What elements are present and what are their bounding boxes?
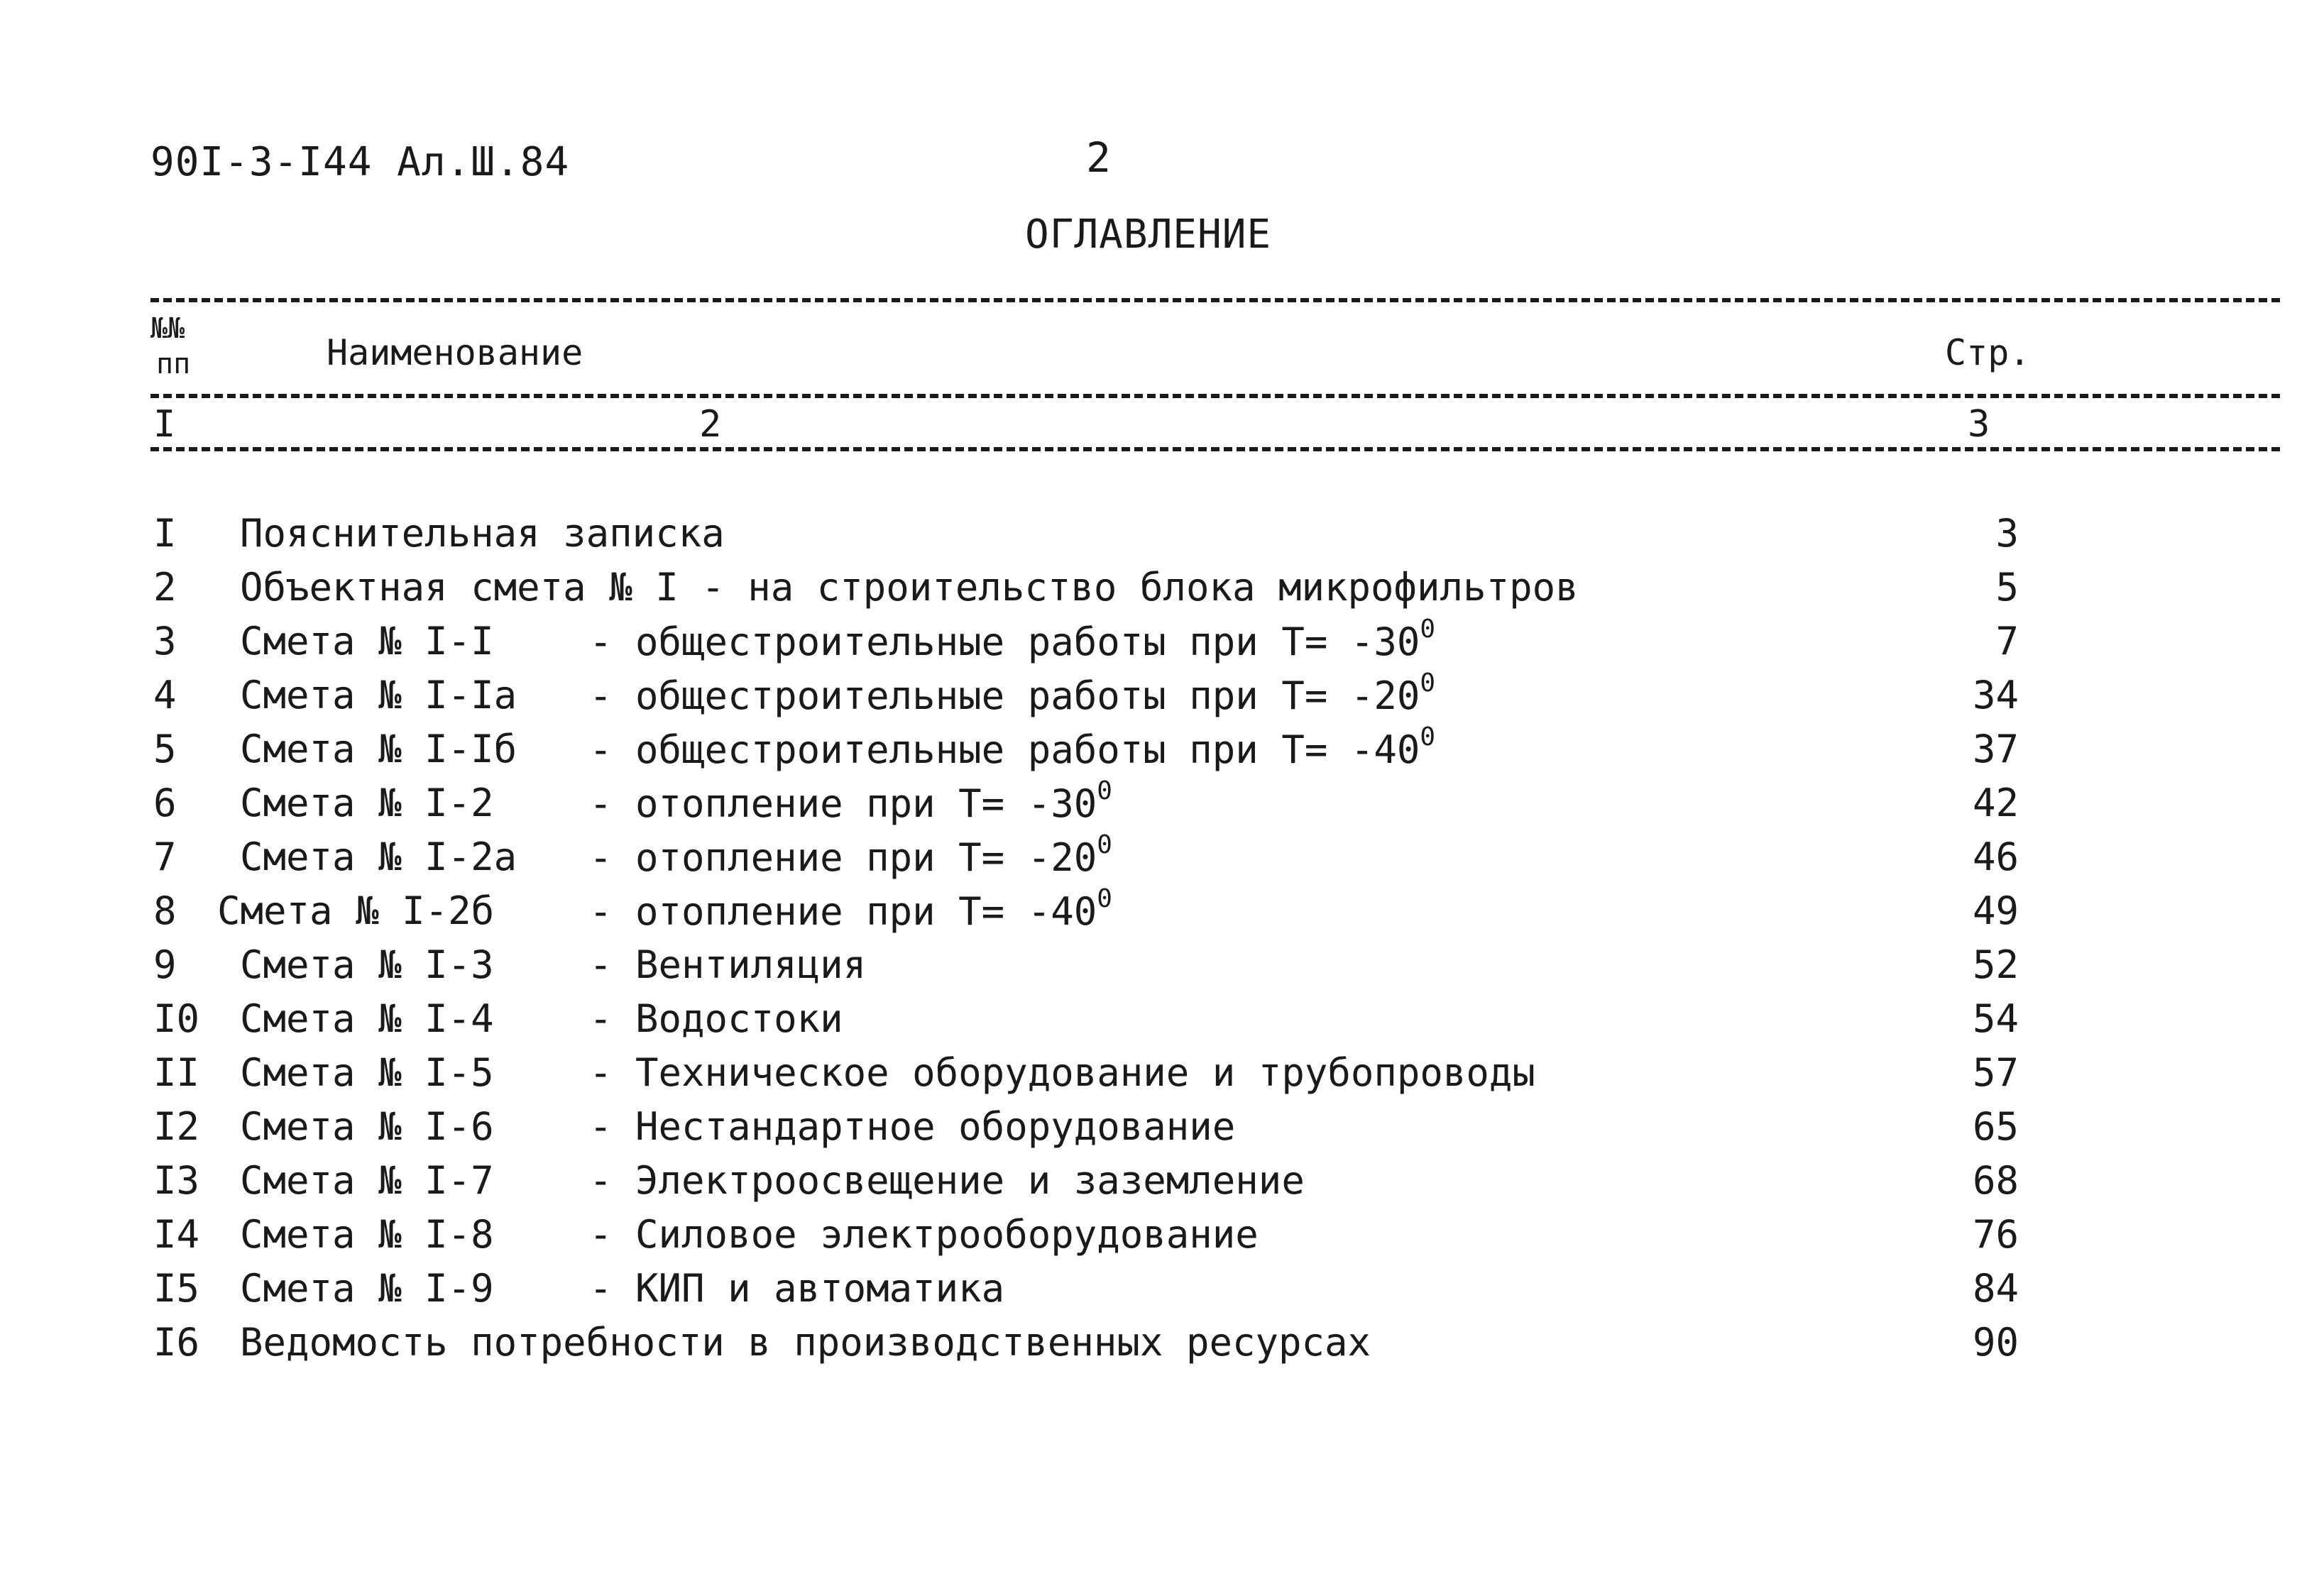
document-code: 90I-3-I44 Ал.Ш.84 xyxy=(150,139,570,185)
dashed-divider-middle xyxy=(150,394,2280,398)
toc-row xyxy=(0,1320,2324,1374)
row-description: - общестроительные работы при $T= -30^0$ xyxy=(589,615,1436,664)
degree-mark: 0 xyxy=(1420,615,1436,644)
row-page: 46 xyxy=(1972,835,2019,879)
row-page: 54 xyxy=(1972,996,2019,1041)
header-name-label: Наименование xyxy=(327,332,583,373)
row-page: 65 xyxy=(1972,1104,2019,1149)
row-number: I5 xyxy=(153,1266,200,1311)
row-title: Объектная смета № I - на строительство блока микрофильтров xyxy=(240,565,1579,610)
row-title: Смета № I-5 xyxy=(240,1050,494,1095)
degree-mark: 0 xyxy=(1420,722,1436,752)
toc-row xyxy=(0,511,2324,565)
degree-mark: 0 xyxy=(1097,884,1112,913)
toc-row xyxy=(0,565,2324,619)
dashed-divider-top xyxy=(150,298,2280,302)
row-page: 76 xyxy=(1972,1212,2019,1257)
row-number: II xyxy=(153,1050,200,1095)
toc-row xyxy=(0,942,2324,996)
row-number: I6 xyxy=(153,1320,200,1365)
row-number: 5 xyxy=(153,727,177,771)
degree-mark: 0 xyxy=(1097,830,1112,859)
row-number: I3 xyxy=(153,1158,200,1203)
dashed-divider-bottom xyxy=(150,447,2280,451)
toc-row xyxy=(0,668,2324,727)
row-description: - общестроительные работы при $T= -20^0$ xyxy=(589,668,1436,718)
row-page: 34 xyxy=(1972,673,2019,717)
row-title: Смета № I-6 xyxy=(240,1104,494,1149)
toc-row xyxy=(0,1266,2324,1320)
degree-mark: 0 xyxy=(1420,668,1436,698)
row-title: Смета № I-9 xyxy=(240,1266,494,1311)
degree-mark: 0 xyxy=(1097,776,1112,805)
row-page: 68 xyxy=(1972,1158,2019,1203)
row-title: Смета № I-4 xyxy=(240,996,494,1041)
column-index-3: 3 xyxy=(1968,403,1990,446)
column-index-1: I xyxy=(153,403,176,446)
row-title: Смета № I-2а xyxy=(240,835,517,879)
row-number: I xyxy=(153,511,177,556)
toc-row xyxy=(0,1050,2324,1104)
row-number: I0 xyxy=(153,996,200,1041)
header-page-label: Стр. xyxy=(1945,332,2031,373)
row-number: 7 xyxy=(153,835,177,879)
row-number: 3 xyxy=(153,619,177,664)
column-index-2: 2 xyxy=(699,403,722,446)
row-title: Ведомость потребности в производственных ресурсах xyxy=(240,1320,1371,1365)
toc-row xyxy=(0,1212,2324,1266)
row-number: I4 xyxy=(153,1212,200,1257)
row-description: - Нестандартное оборудование xyxy=(589,1104,1236,1149)
row-description: - Электроосвещение и заземление xyxy=(589,1158,1305,1203)
toc-row xyxy=(0,722,2324,781)
row-page: 5 xyxy=(1995,565,2019,610)
row-number: 4 xyxy=(153,673,177,717)
row-title: Смета № I-I xyxy=(240,619,494,664)
row-number: I2 xyxy=(153,1104,200,1149)
toc-title: ОГЛАВЛЕНИЕ xyxy=(1025,211,1272,258)
toc-row xyxy=(0,1158,2324,1212)
row-page: 90 xyxy=(1972,1320,2019,1365)
row-title: Смета № I-8 xyxy=(240,1212,494,1257)
row-description: - Водостоки xyxy=(589,996,843,1041)
row-title: Смета № I-3 xyxy=(240,942,494,987)
toc-row xyxy=(0,1104,2324,1158)
row-number: 2 xyxy=(153,565,177,610)
row-page: 52 xyxy=(1972,942,2019,987)
row-title: Смета № I-2б xyxy=(217,888,495,933)
row-description: - отопление при $T= -20^0$ xyxy=(589,830,1112,880)
row-title: Смета № I-Iа xyxy=(240,673,517,717)
toc-row xyxy=(0,884,2324,942)
row-description: - отопление при $T= -40^0$ xyxy=(589,884,1112,934)
header-num-label-top: №№ xyxy=(150,312,185,345)
toc-row xyxy=(0,830,2324,888)
row-number: 9 xyxy=(153,942,177,987)
row-page: 42 xyxy=(1972,781,2019,825)
row-page: 84 xyxy=(1972,1266,2019,1311)
toc-row xyxy=(0,776,2324,835)
row-description: - КИП и автоматика xyxy=(589,1266,1005,1311)
row-description: - общестроительные работы при $T= -40^0$ xyxy=(589,722,1436,772)
row-description: - отопление при $T= -30^0$ xyxy=(589,776,1112,826)
row-description: - Силовое электрооборудование xyxy=(589,1212,1259,1257)
row-title: Смета № I-2 xyxy=(240,781,494,825)
toc-row xyxy=(0,996,2324,1050)
row-page: 57 xyxy=(1972,1050,2019,1095)
row-title: Пояснительная записка xyxy=(240,511,725,556)
row-page: 37 xyxy=(1972,727,2019,771)
row-title: Смета № I-Iб xyxy=(240,727,517,771)
header-num-label-bottom: пп xyxy=(156,348,191,380)
row-number: 8 xyxy=(153,888,177,933)
row-description: - Техническое оборудование и трубопроводы xyxy=(589,1050,1535,1095)
row-title: Смета № I-7 xyxy=(240,1158,494,1203)
page-number: 2 xyxy=(1086,133,1111,182)
toc-row xyxy=(0,615,2324,673)
row-description: - Вентиляция xyxy=(589,942,867,987)
row-number: 6 xyxy=(153,781,177,825)
row-page: 49 xyxy=(1972,888,2019,933)
row-page: 3 xyxy=(1995,511,2019,556)
row-page: 7 xyxy=(1995,619,2019,664)
